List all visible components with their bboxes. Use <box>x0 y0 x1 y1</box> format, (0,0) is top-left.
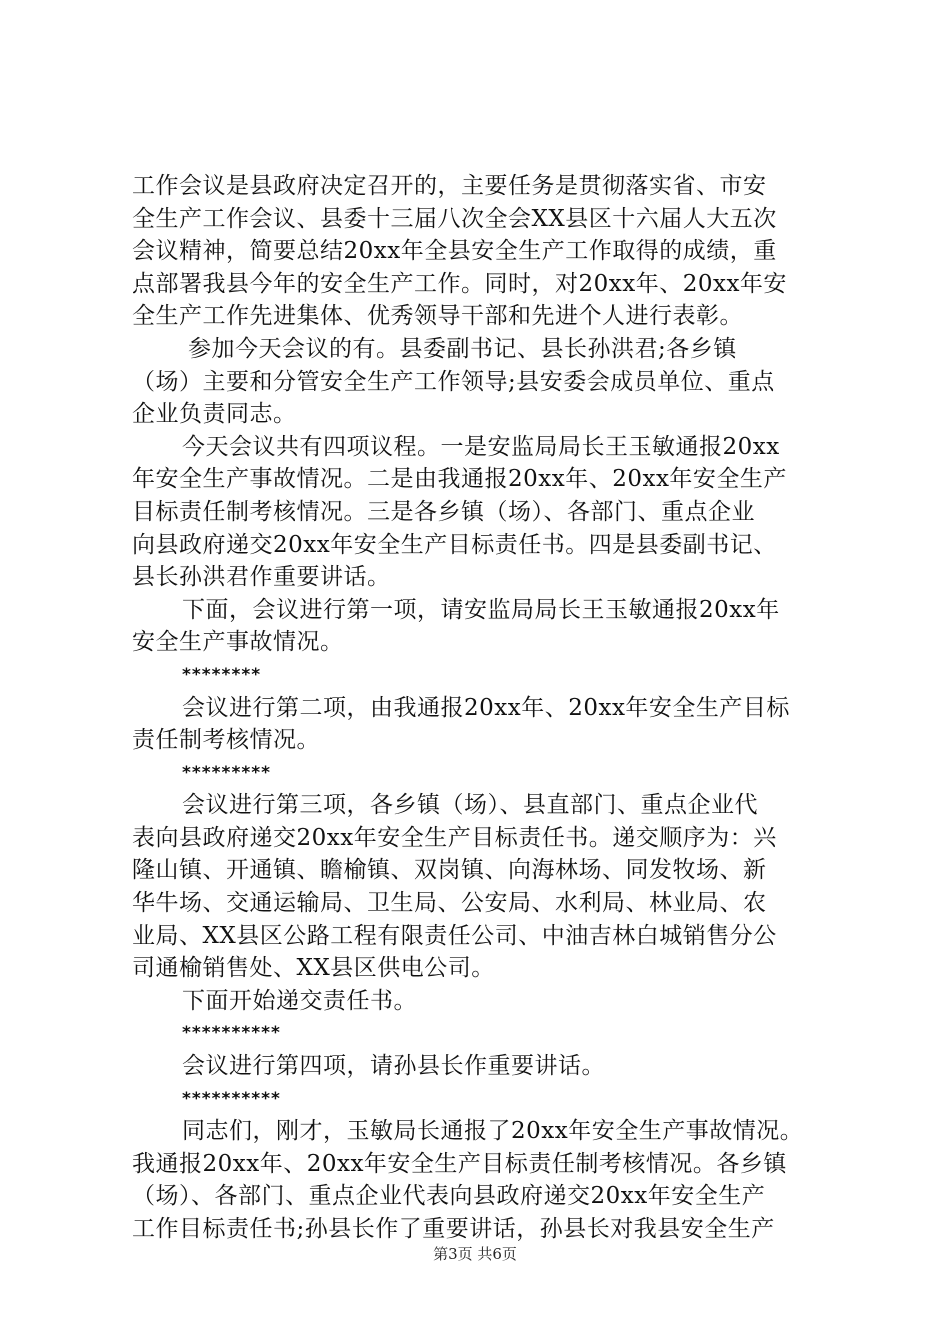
text-line: 责任制考核情况。 <box>132 727 320 754</box>
paragraph-start: 会议进行第三项，各乡镇（场）、县直部门、重点企业代 <box>182 792 758 819</box>
text-line: 会议精神，简要总结20xx年全县安全生产工作取得的成绩，重 <box>132 238 777 265</box>
text-line: 全生产工作会议、县委十三届八次全会XX县区十六届人大五次 <box>132 205 777 232</box>
text-line: 向县政府递交20xx年安全生产目标责任书。四是县委副书记、 <box>132 531 777 558</box>
paragraph-start: 今天会议共有四项议程。一是安监局局长王玉敏通报20xx <box>182 433 780 460</box>
page-number-footer: 第3页 共6页 <box>433 1245 517 1263</box>
asterisk-separator: ********** <box>182 1023 281 1044</box>
text-line: 隆山镇、开通镇、瞻榆镇、双岗镇、向海林场、同发牧场、新 <box>132 857 767 884</box>
paragraph-start: 会议进行第四项，请孙县长作重要讲话。 <box>182 1053 605 1080</box>
text-line: 企业负责同志。 <box>132 401 297 428</box>
paragraph-start: 下面，会议进行第一项，请安监局局长王玉敏通报20xx年 <box>182 596 780 623</box>
text-line: 业局、XX县区公路工程有限责任公司、中油吉林白城销售分公 <box>132 922 777 949</box>
asterisk-separator: ********** <box>182 1088 281 1109</box>
text-line: 全生产工作先进集体、优秀领导干部和先进个人进行表彰。 <box>132 303 743 330</box>
text-line: 司通榆销售处、XX县区供电公司。 <box>132 955 495 982</box>
document-body <box>132 170 832 1246</box>
text-line: 工作会议是县政府决定召开的，主要任务是贯彻落实省、市安 <box>132 173 767 199</box>
text-line: 华牛场、交通运输局、卫生局、公安局、水利局、林业局、农 <box>132 890 767 917</box>
text-line: 安全生产事故情况。 <box>132 629 344 656</box>
paragraph-start: 同志们，刚才，玉敏局长通报了20xx年安全生产事故情况。 <box>182 1118 804 1145</box>
text-line: 工作目标责任书;孙县长作了重要讲话，孙县长对我县安全生产 <box>132 1216 775 1242</box>
text-line: 年安全生产事故情况。二是由我通报20xx年、20xx年安全生产 <box>132 466 787 493</box>
paragraph-start: 参加今天会议的有。县委副书记、县长孙洪君;各乡镇 <box>188 335 737 362</box>
text-line: 我通报20xx年、20xx年安全生产目标责任制考核情况。各乡镇 <box>132 1150 787 1177</box>
text-line: （场）主要和分管安全生产工作领导;县安委会成员单位、重点 <box>132 368 775 395</box>
asterisk-separator: ********* <box>182 762 272 783</box>
text-line: （场）、各部门、重点企业代表向县政府递交20xx年安全生产 <box>132 1183 766 1210</box>
text-line: 点部署我县今年的安全生产工作。同时，对20xx年、20xx年安 <box>132 270 787 297</box>
text-line: 表向县政府递交20xx年安全生产目标责任书。递交顺序为：兴 <box>132 824 777 851</box>
paragraph-start: 下面开始递交责任书。 <box>182 987 417 1014</box>
text-line: 县长孙洪君作重要讲话。 <box>132 564 391 591</box>
asterisk-separator: ******** <box>182 664 262 685</box>
paragraph-start: 会议进行第二项，由我通报20xx年、20xx年安全生产目标 <box>182 694 790 721</box>
text-line: 目标责任制考核情况。三是各乡镇（场）、各部门、重点企业 <box>132 498 755 525</box>
